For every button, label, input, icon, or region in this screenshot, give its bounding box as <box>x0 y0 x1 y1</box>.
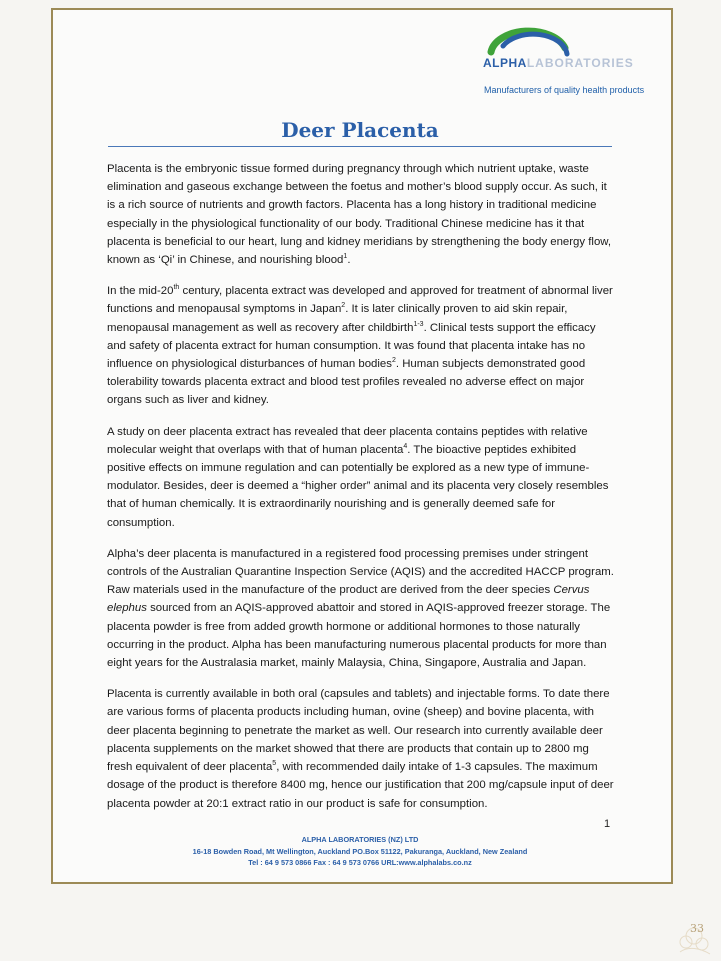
paragraph-text: century, placenta extract was developed and approved for treatment of abnormal liver functions and menopausal symptoms in Japan <box>107 285 613 316</box>
paragraph <box>107 160 616 269</box>
species-name: Cervus elephus <box>107 584 590 615</box>
footer-contact: Tel : 64 9 573 0866 Fax : 64 9 573 0766 URL:www.alphalabs.co.nz <box>248 858 472 867</box>
citation-superscript: 2 <box>391 357 396 365</box>
logo-wordmark: ALPHALABORATORIES <box>483 56 634 70</box>
paragraph-text: sourced from an AQIS-approved abattoir and stored in AQIS-approved freezer storage. The placenta powder is free from added growth hormone or additional hormones to those naturally occurring in the product. Alpha has been manufacturing numerous placental products for more than eight years for the Australasia market, mainly Malaysia, China, Singapore, Australia and Japan. <box>107 602 611 670</box>
paragraph-text: Placenta is the embryonic tissue formed during pregnancy through which nutrient uptake, waste elimination and gaseous exchange between the foetus and mother’s blood supply occur. As such, it is a rich source of nutrients and growth factors. Placenta has a long history in traditional medicine especially in the physiological functionality of our body. Traditional Chinese medicine has it that placenta is beneficial to our heart, lung and kidney meridians by strengthening the body energy flow, known as ‘Qi’ in Chinese, and nourishing blood <box>107 163 612 267</box>
sheet-number: 33 <box>690 922 704 935</box>
page-number: 1 <box>604 818 611 830</box>
footer-company: ALPHA LABORATORIES (NZ) LTD <box>301 835 419 844</box>
footer <box>108 834 612 869</box>
citation-superscript: 5 <box>272 760 277 768</box>
paragraph-text: . Clinical tests support the efficacy and safety of placenta extract for human consumption. It was found that placenta intake has no influence on physiological disturbances of human bodies <box>107 321 596 371</box>
paragraph <box>107 685 616 812</box>
citation-superscript: 2 <box>341 302 346 310</box>
paragraph-text: A study on deer placenta extract has revealed that deer placenta contains peptides with relative molecular weight that overlaps with that of human placenta <box>107 425 588 456</box>
paragraph-text: . It is later clinically proven to aid skin repair, menopausal management as well as recovery after childbirth <box>107 303 568 334</box>
page-title: Deer Placenta <box>281 118 439 142</box>
paragraph-text: . The bioactive peptides exhibited positive effects on immune regulation and can potentially be explored as a new type of immune-modulator. Besides, deer is deemed a “higher order” animal and its placenta very closely resembles that of human chemically. It is extraordinarily nourishing and is generally deemed safe for consumption. <box>107 443 609 529</box>
title-divider <box>108 146 612 147</box>
paragraph <box>107 423 616 532</box>
paragraph <box>107 282 616 409</box>
paragraph-text: . <box>347 254 351 267</box>
footer-address: 16-18 Bowden Road, Mt Wellington, Auckland PO.Box 51122, Pakuranga, Auckland, New Zealand <box>192 846 528 856</box>
citation-superscript: 4 <box>403 443 408 451</box>
body-text <box>107 160 616 826</box>
citation-superscript: th <box>173 284 180 292</box>
logo-tagline: Manufacturers of quality health products <box>484 85 645 95</box>
paragraph-text: , with recommended daily intake of 1-3 capsules. The maximum dosage of the product is therefore 8400 mg, hence our justification that 200 mg/capsule input of deer placenta powder at 20:1 extract ratio in our product is safe for consumption. <box>107 761 614 810</box>
citation-superscript: 1 <box>343 253 348 261</box>
paragraph <box>107 545 616 672</box>
paragraph-text: . Human subjects demonstrated good tolerability towards placenta extract and blood test profiles revealed no adverse effect on major organs such as liver and kidney. <box>107 358 586 407</box>
paragraph-text: In the mid-20 <box>107 285 174 298</box>
citation-superscript: 1-3 <box>413 320 424 328</box>
paragraph-text: Alpha’s deer placenta is manufactured in a registered food processing premises under stringent controls of the Australian Quarantine Inspection Service (AQIS) and the accredited HACCP program. Raw materials used in the manufacture of the product are derived from the deer species <box>107 547 614 597</box>
sheet-number-badge <box>672 912 716 956</box>
paragraph-text: Placenta is currently available in both oral (capsules and tablets) and injectable forms. To date there are various forms of placenta products including human, ovine (sheep) and bovine placenta, with deer placenta beginning to penetrate the market as well. Our research into currently available deer placenta supplements on the market showed that there are products that contain up to 2800 mg fresh equivalent of deer placenta <box>107 688 610 774</box>
